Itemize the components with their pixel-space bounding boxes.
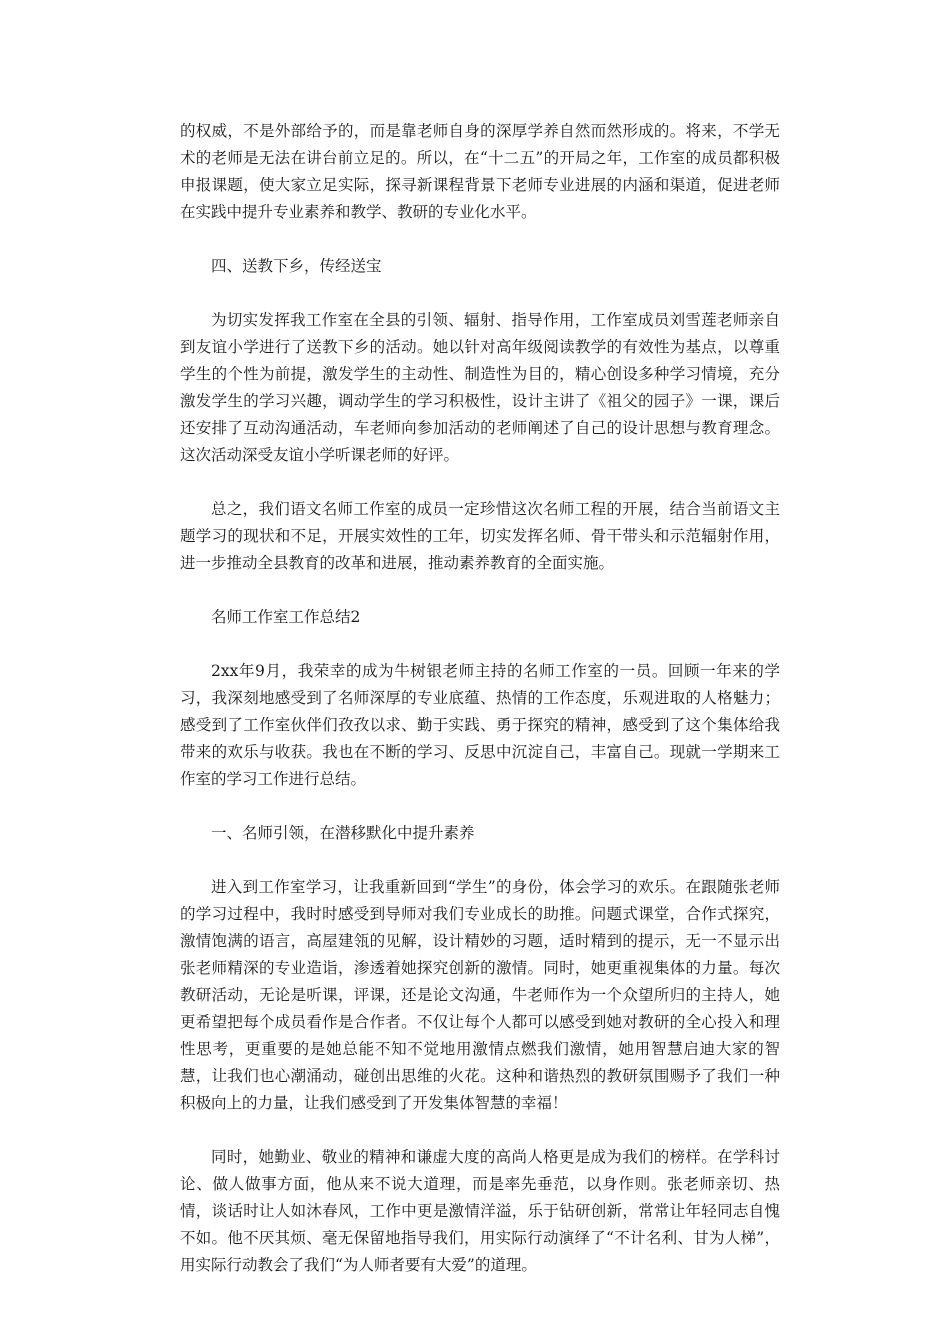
paragraph-outreach: 为切实发挥我工作室在全县的引领、辐射、指导作用，工作室成员刘雪莲老师亲自到友谊小学进行了送教下乡的活动。她以针对高年级阅读教学的有效性为基点，以尊重学生的个性为前提，激发学生的主动性、制造性为目的，精心创设多种学习情境，充分激发学生的学习兴趣，调动学生的学习积极性，设计主讲了《祖父的园子》一课，课后还安排了互动沟通活动，车老师向参加活动的老师阐述了自己的设计思想与教育理念。这次活动深受友谊小学听课老师的好评。 [180, 311, 780, 464]
section-heading-4: 四、送教下乡，传经送宝 [211, 257, 382, 275]
paragraph-role-model: 同时，她勤业、敬业的精神和谦虚大度的高尚人格更是成为我们的榜样。在学科讨论、做人做事方面，他从来不说大道理，而是率先垂范，以身作则。张老师亲切、热情，谈话时让人如沐春风，工作中更是激情洋溢，乐于钻研创新，常常让年轻同志自愧不如。他不厌其烦、毫无保留地指导我们，用实际行动演绎了“不计名利、甘为人梯”，用实际行动教会了我们“为人师者要有大爱”的道理。 [180, 1148, 780, 1274]
paragraph-intro: 2xx年9月，我荣幸的成为牛树银老师主持的名师工作室的一员。回顾一年来的学习，我深刻地感受到了名师深厚的专业底蕴、热情的工作态度，乐观进取的人格魅力；感受到了工作室伙伴们孜孜以求、勤于实践、勇于探究的精神，感受到了这个集体给我带来的欢乐与收获。我也在不断的学习、反思中沉淀自己，丰富自己。现就一学期来工作室的学习工作进行总结。 [180, 662, 780, 788]
section-heading-1: 一、名师引领，在潜移默化中提升素养 [211, 824, 475, 842]
paragraph-studio-learning: 进入到工作室学习，让我重新回到“学生”的身份，体会学习的欢乐。在跟随张老师的学习过程中，我时时感受到导师对我们专业成长的助推。问题式课堂，合作式探究，激情饱满的语言，高屋建瓴的见解，设计精妙的习题，适时精到的提示，无一不显示出张老师精深的专业造诣，渗透着她探究创新的激情。同时，她更重视集体的力量。每次教研活动，无论是听课，评课，还是论文沟通，牛老师作为一个众望所归的主持人，她更希望把每个成员看作是合作者。不仅让每个人都可以感受到她对教研的全心投入和理性思考，更重要的是她总能不知不觉地用激情点燃我们激情，她用智慧启迪大家的智慧，让我们也心潮涌动，碰创出思维的火花。这种和谐热烈的教研氛围赐予了我们一种积极向上的力量，让我们感受到了开发集体智慧的幸福！ [180, 878, 780, 1112]
paragraph-continued: 的权威，不是外部给予的，而是靠老师自身的深厚学养自然而然形成的。将来，不学无术的老师是无法在讲台前立足的。所以，在“十二五”的开局之年，工作室的成员都积极申报课题，使大家立足实际，探寻新课程背景下老师专业进展的内涵和渠道，促进老师在实践中提升专业素养和教学、教研的专业化水平。 [180, 122, 780, 221]
paragraph-summary: 总之，我们语文名师工作室的成员一定珍惜这次名师工程的开展，结合当前语文主题学习的现状和不足，开展实效性的工年，切实发挥名师、骨干带头和示范辐射作用，进一步推动全县教育的改革和进展，推动素养教育的全面实施。 [180, 500, 780, 572]
document-body [180, 118, 780, 1306]
document-subtitle: 名师工作室工作总结2 [211, 608, 361, 626]
